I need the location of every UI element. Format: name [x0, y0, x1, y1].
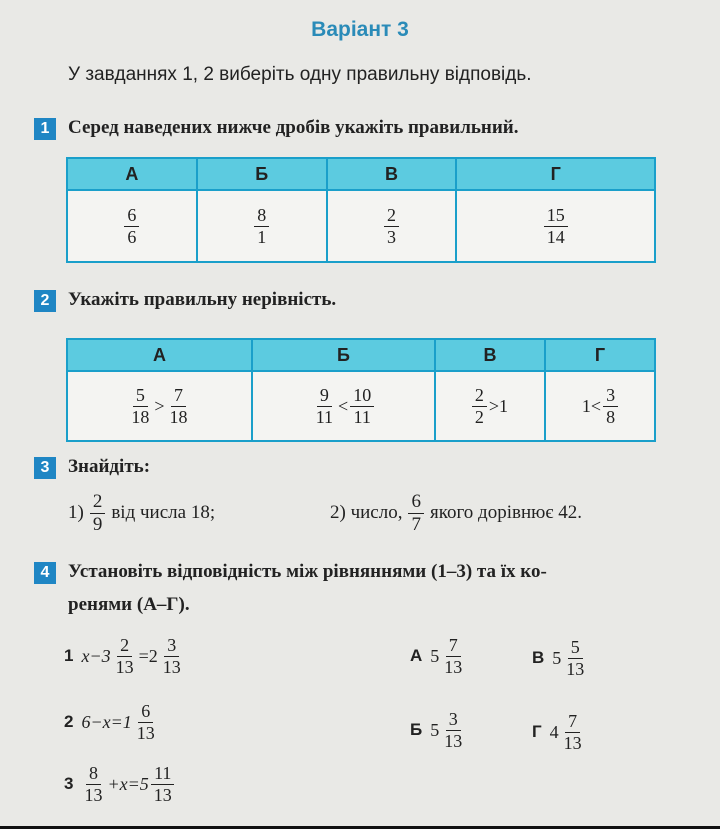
question-1-options-table	[66, 157, 656, 263]
option-g[interactable]	[456, 190, 655, 262]
option-header-v: В	[327, 158, 457, 190]
fraction	[384, 206, 399, 247]
comparison-sign: >	[154, 396, 165, 416]
numerator: 3	[164, 636, 179, 657]
numerator: 7	[565, 712, 580, 733]
option-header-a: А	[67, 158, 197, 190]
denominator: 14	[546, 226, 565, 247]
fraction	[603, 386, 618, 427]
numerator: 5	[133, 386, 148, 407]
numerator: 6	[124, 206, 139, 227]
denominator: 13	[444, 730, 463, 751]
equation-number: 3	[64, 774, 74, 794]
numerator: 11	[151, 764, 174, 785]
option-header-g: Г	[456, 158, 655, 190]
option-header-b: Б	[252, 339, 435, 371]
option-header-b: Б	[197, 158, 327, 190]
answer-b[interactable]	[410, 710, 465, 751]
fraction	[90, 492, 106, 535]
denominator: 11	[353, 407, 371, 427]
question-4-text-line-1: Установіть відповідність між рівняннями (1–3) та їх ко-	[68, 561, 547, 582]
answer-letter: В	[532, 648, 545, 668]
denominator: 13	[566, 658, 585, 679]
denominator: 13	[153, 784, 172, 805]
part-text: від числа 18;	[111, 502, 216, 524]
denominator: 9	[92, 513, 103, 535]
numerator: 3	[603, 386, 618, 407]
fraction	[81, 764, 105, 805]
question-3-text: Знайдіть:	[68, 456, 151, 477]
answer-g[interactable]	[532, 712, 585, 753]
denominator: 1	[257, 226, 267, 247]
option-header-v: В	[435, 339, 545, 371]
equation-number: 1	[64, 646, 74, 666]
denominator: 13	[115, 656, 134, 677]
numerator: 3	[446, 710, 461, 731]
fraction	[544, 206, 568, 247]
denominator: 7	[411, 513, 421, 535]
fraction	[313, 386, 336, 427]
question-1-answer-row	[67, 190, 655, 262]
numerator: 2	[472, 386, 487, 407]
option-b[interactable]	[252, 371, 435, 441]
question-1-header-row	[67, 158, 655, 190]
denominator: 13	[162, 656, 181, 677]
denominator: 11	[315, 407, 334, 427]
denominator: 18	[169, 407, 188, 427]
fraction	[113, 636, 137, 677]
whole-part: 4	[549, 721, 559, 742]
option-header-g: Г	[545, 339, 655, 371]
question-2-header-row	[67, 339, 655, 371]
option-v[interactable]	[327, 190, 457, 262]
fraction	[124, 206, 139, 247]
denominator: 3	[387, 226, 397, 247]
option-header-a: А	[67, 339, 252, 371]
comparison-sign: <	[338, 396, 349, 416]
part-label: 1)	[68, 502, 84, 524]
numerator: 9	[317, 386, 332, 407]
denominator: 13	[444, 656, 463, 677]
numerator: 6	[138, 702, 153, 723]
option-b[interactable]	[197, 190, 327, 262]
answer-letter: Б	[410, 720, 423, 740]
whole-part: 5	[430, 645, 440, 666]
answer-v[interactable]	[532, 638, 587, 679]
question-4-number: 4	[34, 562, 56, 584]
denominator: 18	[131, 407, 150, 427]
question-2-answer-row	[67, 371, 655, 441]
option-a[interactable]	[67, 371, 252, 441]
fraction	[441, 710, 465, 751]
fraction	[563, 638, 587, 679]
whole-part: 5	[552, 647, 562, 668]
equation-2	[64, 702, 158, 743]
question-3-part-1	[68, 492, 215, 535]
fraction	[134, 702, 158, 743]
whole-part: 5	[430, 719, 440, 740]
fraction	[561, 712, 585, 753]
instruction-text: У завданнях 1, 2 виберіть одну правильну відповідь.	[68, 64, 532, 85]
numerator: 2	[384, 206, 399, 227]
fraction	[350, 386, 374, 427]
question-3-number: 3	[34, 457, 56, 479]
fraction	[441, 636, 465, 677]
numerator: 5	[568, 638, 583, 659]
numerator: 2	[117, 636, 132, 657]
denominator: 6	[127, 226, 137, 247]
comparison-sign: >1	[488, 396, 509, 416]
fraction	[472, 386, 487, 427]
comparison-left: 1<	[581, 395, 602, 416]
question-4-text-line-2: ренями (А–Г).	[68, 594, 190, 615]
part-label: 2) число,	[330, 502, 403, 524]
equation-part: +x=5	[107, 773, 149, 794]
question-2-options-table	[66, 338, 656, 442]
answer-a[interactable]	[410, 636, 465, 677]
numerator: 10	[350, 386, 374, 407]
numerator: 7	[171, 386, 186, 407]
option-g[interactable]	[545, 371, 655, 441]
numerator: 8	[86, 764, 101, 785]
fraction	[160, 636, 184, 677]
question-2-number: 2	[34, 290, 56, 312]
denominator: 8	[606, 406, 616, 427]
answer-letter: Г	[532, 722, 542, 742]
equation-3	[64, 764, 175, 805]
denominator: 13	[136, 722, 155, 743]
fraction	[128, 386, 152, 427]
equation-part: 6−x=1	[81, 711, 132, 732]
equation-part: x−3	[81, 645, 111, 666]
equation-1	[64, 636, 184, 677]
answer-letter: А	[410, 646, 423, 666]
question-2-text: Укажіть правильну нерівність.	[68, 289, 337, 310]
fraction	[254, 206, 269, 247]
numerator: 2	[90, 492, 106, 514]
question-3-part-2	[330, 492, 582, 535]
denominator: 2	[474, 407, 484, 427]
numerator: 8	[254, 206, 269, 227]
numerator: 6	[408, 492, 424, 514]
question-1-number: 1	[34, 118, 56, 140]
fraction	[408, 492, 424, 535]
numerator: 15	[544, 206, 568, 227]
equation-number: 2	[64, 712, 74, 732]
option-a[interactable]	[67, 190, 197, 262]
option-v[interactable]	[435, 371, 545, 441]
question-1-text: Серед наведених нижче дробів укажіть правильний.	[68, 117, 519, 138]
numerator: 7	[446, 636, 461, 657]
fraction	[151, 764, 175, 805]
equation-part: =2	[138, 645, 158, 666]
denominator: 13	[563, 732, 582, 753]
fraction	[167, 386, 191, 427]
part-text: якого дорівнює 42.	[429, 502, 582, 524]
variant-title: Варіант 3	[311, 18, 409, 41]
denominator: 13	[84, 784, 103, 805]
